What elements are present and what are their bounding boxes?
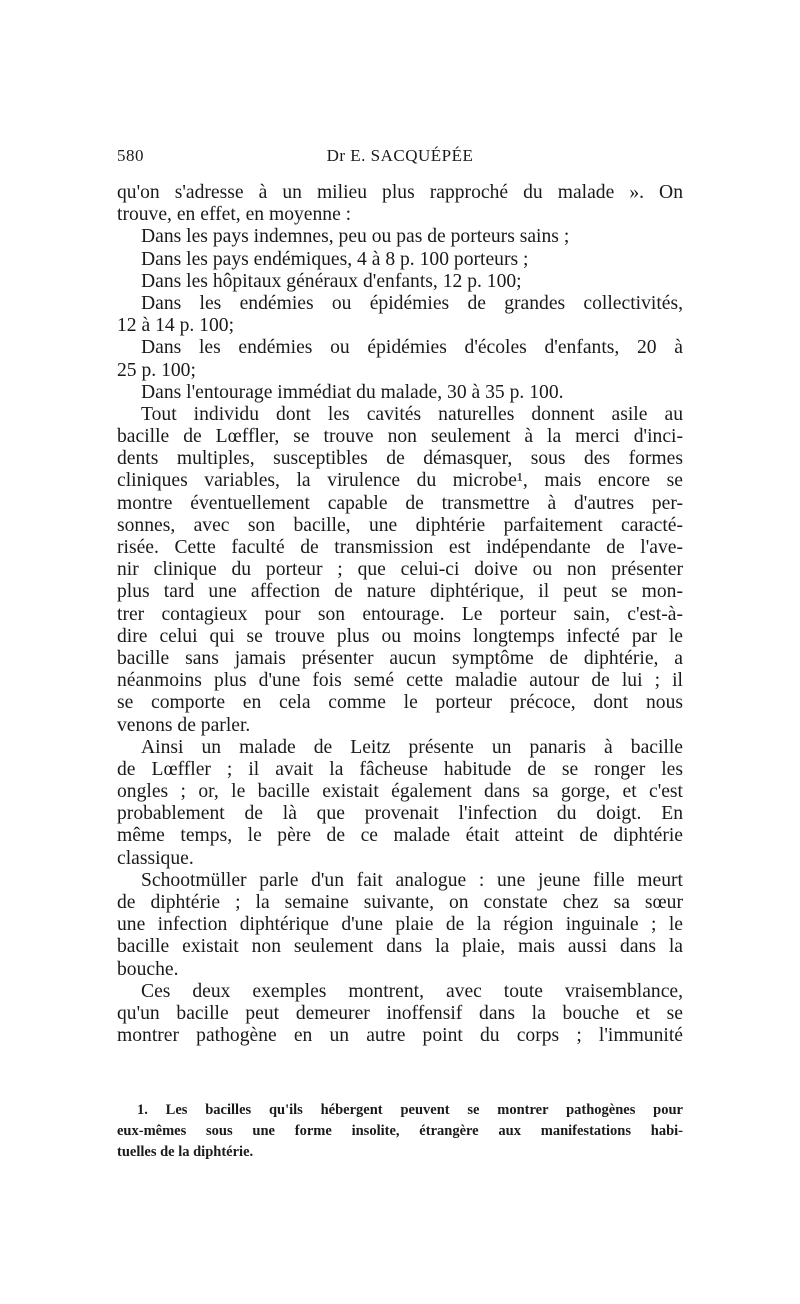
footnote-line: tuelles de la diphtérie. xyxy=(117,1144,254,1160)
text-line: probablement de là que provenait l'infection du doigt. En xyxy=(117,803,683,825)
text-line: même temps, le père de ce malade était atteint de diphtérie xyxy=(117,825,683,847)
text-line: 25 p. 100; xyxy=(117,359,196,381)
text-line: de diphtérie ; la semaine suivante, on constate chez sa sœur xyxy=(117,892,683,913)
text-line: ongles ; or, le bacille existait également dans sa gorge, et c'est xyxy=(117,781,683,803)
text-line: Dans les pays indemnes, peu ou pas de porteurs sains ; xyxy=(141,226,570,248)
text-line: Dans les endémies ou épidémies de grandes collectivités, xyxy=(141,292,683,314)
text-line: venons de parler. xyxy=(117,714,251,736)
text-line: Dans les pays endémiques, 4 à 8 p. 100 porteurs ; xyxy=(141,248,529,270)
text-line: montre éventuellement capable de transmettre à d'autres per- xyxy=(117,492,683,514)
text-line: bacille existait non seulement dans la plaie, mais aussi dans la xyxy=(117,936,683,958)
text-line: 12 à 14 p. 100; xyxy=(117,315,235,337)
text-line: une infection diphtérique d'une plaie de la région inguinale ; le xyxy=(117,914,683,936)
text-line: cliniques variables, la virulence du microbe¹, mais encore se xyxy=(117,470,683,492)
footnote-line: 1. Les bacilles qu'ils hébergent peuvent se montrer pathogènes pour xyxy=(137,1102,683,1118)
text-line: néanmoins plus d'une fois semé cette maladie autour de lui ; il xyxy=(117,670,683,692)
text-line: Dans les endémies ou épidémies d'écoles d'enfants, 20 à xyxy=(141,337,683,359)
text-line: bacille de Lœffler, se trouve non seulement à la merci d'inci- xyxy=(117,426,683,448)
text-line: Dans les hôpitaux généraux d'enfants, 12 p. 100; xyxy=(141,270,522,292)
text-line: classique. xyxy=(117,847,194,869)
text-line: bouche. xyxy=(117,958,179,980)
text-line: bacille sans jamais présenter aucun symptôme de diphtérie, a xyxy=(117,647,683,669)
text-line: dire celui qui se trouve plus ou moins longtemps infecté par le xyxy=(117,625,683,647)
text-line: dents multiples, susceptibles de démasquer, sous des formes xyxy=(117,448,683,470)
text-line: Schootmüller parle d'un fait analogue : une jeune fille meurt xyxy=(141,869,683,891)
running-header xyxy=(117,146,683,172)
text-line: montrer pathogène en un autre point du corps ; l'immunité xyxy=(117,1025,683,1047)
text-line: Dans l'entourage immédiat du malade, 30 à 35 p. 100. xyxy=(141,381,564,403)
text-line: Tout individu dont les cavités naturelles donnent asile au xyxy=(141,403,683,425)
text-line: Ainsi un malade de Leitz présente un panaris à bacille xyxy=(141,736,683,758)
footnote xyxy=(117,1100,683,1163)
text-line: risée. Cette faculté de transmission est indépendante de l'ave- xyxy=(117,537,683,558)
text-line: de Lœffler ; il avait la fâcheuse habitude de se ronger les xyxy=(117,758,683,780)
text-line: plus tard une affection de nature diphtérique, il peut se mon- xyxy=(117,581,683,603)
page-number: 580 xyxy=(117,146,144,165)
text-line: nir clinique du porteur ; que celui-ci doive ou non présenter xyxy=(117,559,683,581)
text-line: se comporte en cela comme le porteur précoce, dont nous xyxy=(117,692,683,714)
text-line: trouve, en effet, en moyenne : xyxy=(117,204,352,226)
text-line: sonnes, avec son bacille, une diphtérie parfaitement caracté- xyxy=(117,514,683,536)
text-line: Ces deux exemples montrent, avec toute vraisemblance, xyxy=(141,980,683,1002)
running-title: Dr E. SACQUÉPÉE xyxy=(326,146,474,165)
footnote-line: eux-mêmes sous une forme insolite, étrangère aux manifestations habi- xyxy=(117,1123,683,1139)
text-line: trer contagieux pour son entourage. Le porteur sain, c'est-à- xyxy=(117,603,683,625)
main-text xyxy=(117,182,683,1047)
text-line: qu'un bacille peut demeurer inoffensif dans la bouche et se xyxy=(117,1002,683,1024)
text-line: qu'on s'adresse à un milieu plus rapproché du malade ». On xyxy=(117,182,683,203)
